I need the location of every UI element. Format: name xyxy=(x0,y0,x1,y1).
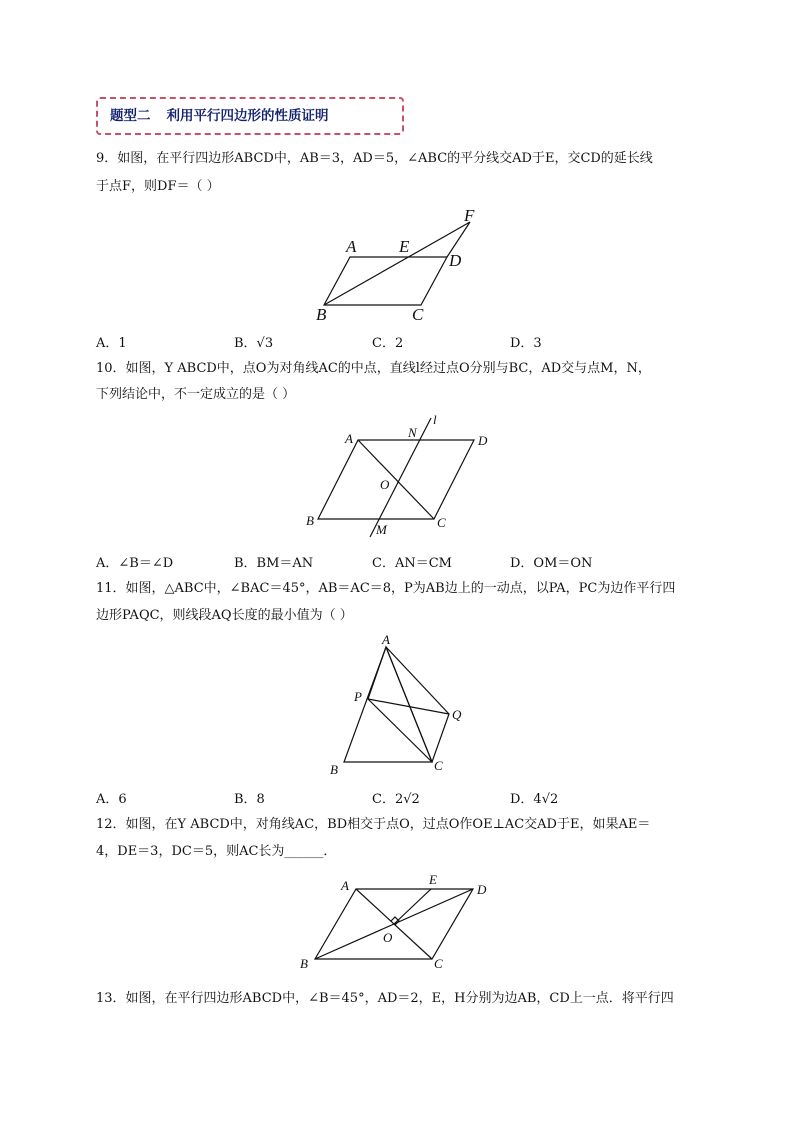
q11-option-d: D．4√2 xyxy=(510,792,559,807)
q9-option-a: A．1 xyxy=(96,336,127,351)
q10-option-a: A．∠B＝∠D xyxy=(96,556,174,571)
q12-label-D: D xyxy=(477,882,487,897)
q9-label-F: F xyxy=(464,206,475,225)
q12-label-B: B xyxy=(300,956,308,971)
q11-option-c: C．2√2 xyxy=(372,792,420,807)
q9-stem-line1: 9．如图，在平行四边形ABCD中，AB＝3，AD＝5，∠ABC的平分线交AD于E，交CD的延长线 xyxy=(96,151,653,166)
q10-label-M: M xyxy=(376,522,387,537)
section-title-text: 利用平行四边形的性质证明 xyxy=(166,108,329,124)
q12-label-E: E xyxy=(429,872,437,887)
q9-label-D: D xyxy=(449,251,462,270)
q12-label-C: C xyxy=(434,956,443,971)
section-label: 题型二 xyxy=(110,108,151,124)
q10-label-D: D xyxy=(478,433,488,448)
q10-stem-line1: 10．如图，Y ABCD中，点O为对角线AC的中点，直线l经过点O分别与BC，AD交与点M，N， xyxy=(96,361,651,376)
q10-option-b: B．BM＝AN xyxy=(234,556,314,571)
q11-label-C: C xyxy=(434,758,443,773)
q9-label-A: A xyxy=(346,237,357,256)
q11-stem-line2: 边形PAQC，则线段AQ长度的最小值为（ ） xyxy=(96,608,353,623)
q11-option-b: B．8 xyxy=(234,792,265,807)
q11-label-Q: Q xyxy=(452,707,462,722)
q9-label-E: E xyxy=(399,237,410,256)
q9-option-b: B．√3 xyxy=(234,336,274,351)
q13-stem-line1: 13．如图，在平行四边形ABCD中，∠B＝45°，AD＝2，E，H分别为边AB，CD上一点．将平行四 xyxy=(96,991,674,1006)
q9-label-C: C xyxy=(412,305,424,324)
q10-option-d: D．OM＝ON xyxy=(510,556,593,571)
q11-label-P: P xyxy=(354,689,362,704)
q9-option-d: D．3 xyxy=(510,336,542,351)
q10-label-A: A xyxy=(345,431,353,446)
q11-label-A: A xyxy=(382,632,390,647)
q10-label-O: O xyxy=(380,477,390,492)
q10-label-B: B xyxy=(306,513,314,528)
q12-label-A: A xyxy=(341,878,349,893)
q10-stem-line2: 下列结论中，不一定成立的是（ ） xyxy=(96,387,296,402)
q12-stem-line2: 4，DE＝3，DC＝5，则AC长为______． xyxy=(96,844,337,859)
q10-label-l: l xyxy=(433,412,437,427)
q10-label-C: C xyxy=(437,515,446,530)
q12-stem-line1: 12．如图，在Y ABCD中，对角线AC，BD相交于点O，过点O作OE⊥AC交AD于E，如果AE＝ xyxy=(96,817,651,832)
q11-label-B: B xyxy=(330,762,338,777)
q9-stem-line2: 于点F，则DF＝（ ） xyxy=(96,179,220,194)
q12-segment-OE xyxy=(394,889,431,924)
q11-option-a: A．6 xyxy=(96,792,127,807)
q10-option-c: C．AN＝CM xyxy=(372,556,452,571)
q12-label-O: O xyxy=(383,930,393,945)
q10-label-N: N xyxy=(408,425,417,440)
q11-stem-line1: 11．如图，△ABC中，∠BAC＝45°，AB＝AC＝8，P为AB边上的一动点，以PA，PC为边作平行四 xyxy=(96,581,676,596)
q9-option-c: C．2 xyxy=(372,336,404,351)
q9-label-B: B xyxy=(316,305,327,324)
